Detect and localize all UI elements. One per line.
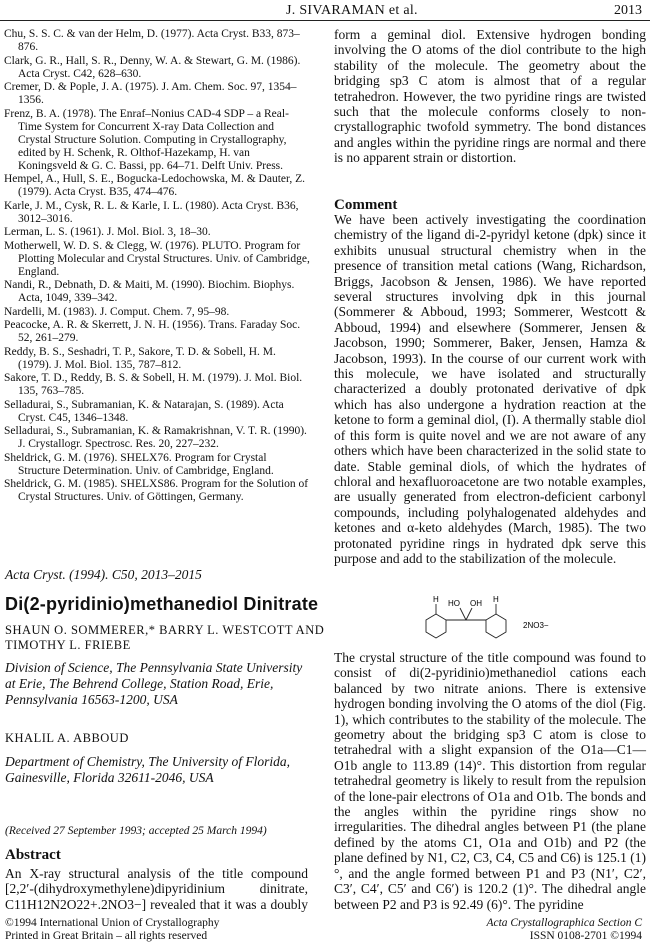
label-ho: HO bbox=[448, 599, 460, 608]
journal-reference: Acta Cryst. (1994). C50, 2013–2015 bbox=[5, 567, 202, 582]
comment-text: We have been actively investigating the coordination chemistry of the ligand di-2-pyridyl ketone (dpk) since it exhibits unusual structural chemistry when in the presence of transition metal cations (Wang, Richardson, Briggs, Jacobson & Jensen, 1986). We have reported several structures involving dpk in this journal (Sommerer & Abboud, 1993; Sommerer, Westcott & Abboud, 1994) and elsewhere (Sommerer, Jensen & Jacobson, 1990; Sommerer, Baker, Jensen, Hamza & Jacobson, 1993). In the course of our current work with this molecule, we have isolated and structurally characterized a doubly protonated derivative of dpk which has also undergone a hydration reaction at the ketone to form a geminal diol, (I). A thermally stable diol of this form is quite novel and we are not aware of any others which have been characterized in the solid state to date. Stable geminal diols, of which the hydrates of chloral and hexafluoroacetone are two notable examples, are usually generated from electron-deficient carbonyl compounds, including polyhalogenated aldehydes and ketones and α-keto aldehydes (March, 1985). The two protonated pyridine rings in hydrated dpk serve this purpose and add to the stabilization of the molecule. bbox=[334, 212, 646, 566]
abstract-continued: form a geminal diol. Extensive hydrogen bonding involving the O atoms of the diol contribute to the high stability of the molecule. The geometry about the bridging sp3 C atom is almost that of a regular tetrahedron. However, the two pyridine rings are twisted such that the molecule conforms closely to non-crystallographic twofold symmetry. The bond distances and angles within the pyridine rings are normal and there is no apparent strain or distortion. bbox=[334, 27, 646, 166]
reference-item: Hempel, A., Hull, S. E., Bogucka-Ledochowska, M. & Dauter, Z. (1979). Acta Cryst. B35, 474–476. bbox=[4, 173, 306, 198]
article-title: Di(2-pyridinio)methanediol Dinitrate bbox=[5, 594, 319, 614]
chemical-structure-diagram bbox=[418, 590, 578, 650]
header-rule bbox=[0, 20, 650, 21]
reference-item: Selladurai, S., Subramanian, K. & Ramakrishnan, V. T. R. (1990). J. Crystallogr. Spectrosc. Res. 20, 227–232. bbox=[4, 425, 307, 450]
reference-item: Peacocke, A. R. & Skerrett, J. N. H. (1956). Trans. Faraday Soc. 52, 261–279. bbox=[4, 319, 301, 344]
pyridine-ring-right bbox=[486, 614, 506, 638]
authors-line-2: TIMOTHY L. FRIEBE bbox=[5, 638, 131, 652]
reference-item: Cremer, D. & Pople, J. A. (1975). J. Am. Chem. Soc. 97, 1354–1356. bbox=[4, 81, 297, 106]
printed-line: Printed in Great Britain – all rights reserved bbox=[5, 930, 208, 942]
footer-right bbox=[486, 917, 642, 943]
reference-item: Sakore, T. D., Reddy, B. S. & Sobell, H. M. (1979). J. Mol. Biol. 135, 763–785. bbox=[4, 372, 303, 397]
results-text: The crystal structure of the title compound was found to consist of di(2-pyridinio)methanediol cations each balanced by two nitrate anions. There is extensive hydrogen bonding involving the O atoms of the diol (Fig. 1), which contributes to the stability of the molecule. The geometry about the bridging sp3 C atom is close to tetrahedral with a slight expansion of the O1a—C1—O1b angle to 113.89 (14)°. This distortion from regular tetrahedral geometry is likely to result from the repulsion of the lone-pair electrons of O1a and O1b. The bonds and the angles within the pyridine rings show no irregularities. The dihedral angles between P1 (the plane defined by the atoms C1, O1a and O1b) and P2 (the plane defined by N1, C2, C3, C4, C5 and C6) is 125.1 (1)°, and the angle formed between P1 and P3 (N1′, C2′, C3′, C4′, C5′ and C6′) is 120.2 (1)°. The dihedral angle between P2 and P3 is 92.49 (6)°. The pyridine bbox=[334, 650, 646, 912]
received-dates: (Received 27 September 1993; accepted 25 March 1994) bbox=[5, 825, 267, 837]
affiliation-2: Department of Chemistry, The University of Florida, Gainesville, Florida 32611-2046, USA bbox=[5, 754, 290, 785]
running-header bbox=[0, 0, 650, 20]
bond-oh-left bbox=[460, 608, 466, 620]
label-h-right: H bbox=[493, 595, 499, 604]
abstract-text: An X-ray structural analysis of the title compound [2,2′-(dihydroxymethylene)dipyridinium dinitrate, C11H12N2O22+.2NO3−] revealed that it was a doubly bbox=[5, 866, 308, 912]
label-oh: OH bbox=[470, 599, 482, 608]
label-h-left: H bbox=[433, 595, 439, 604]
affiliation-1: Division of Science, The Pennsylvania State University at Erie, The Behrend College, Station Road, Erie, Pennsylvania 16563-1200, USA bbox=[5, 660, 303, 707]
issn-line: ISSN 0108-2701 ©1994 bbox=[529, 930, 642, 942]
comment-heading: Comment bbox=[334, 197, 398, 213]
copyright-line: ©1994 International Union of Crystallography bbox=[5, 917, 220, 929]
journal-section: Acta Crystallographica Section C bbox=[486, 917, 642, 929]
header-authors: J. SIVARAMAN et al. bbox=[286, 3, 418, 18]
pyridine-ring-left bbox=[426, 614, 446, 638]
reference-item: Lerman, L. S. (1961). J. Mol. Biol. 3, 18–30. bbox=[4, 226, 211, 238]
bond-oh-right bbox=[466, 608, 472, 620]
reference-item: Frenz, B. A. (1978). The Enraf–Nonius CAD-4 SDP – a Real-Time System for Concurrent X-ray Data Collection and Crystal Structure Solution. Computing in Crystallography, edited by H. Schenk, R. Olthof-Hazekamp, H. van Koningsveld & G. C. Bassi, pp. 64–71. Delft Univ. Press. bbox=[4, 107, 289, 172]
reference-item: Clark, G. R., Hall, S. R., Denny, W. A. & Stewart, G. M. (1986). Acta Cryst. C42, 628–630. bbox=[4, 54, 301, 80]
author-3: KHALIL A. ABBOUD bbox=[5, 731, 129, 745]
authors-line-1: SHAUN O. SOMMERER,* BARRY L. WESTCOTT AND bbox=[5, 623, 325, 637]
reference-list bbox=[4, 28, 310, 505]
reference-item: Sheldrick, G. M. (1985). SHELXS86. Program for the Solution of Crystal Structures. Univ. of Göttingen, Germany. bbox=[4, 478, 309, 503]
abstract-heading: Abstract bbox=[5, 847, 61, 863]
reference-item: Motherwell, W. D. S. & Clegg, W. (1976). PLUTO. Program for Plotting Molecular and Crystal Structures. Univ. of Cambridge, England. bbox=[4, 239, 310, 278]
footer-left bbox=[5, 917, 219, 943]
reference-item: Nardelli, M. (1983). J. Comput. Chem. 7, 95–98. bbox=[4, 305, 230, 318]
page-number: 2013 bbox=[614, 3, 642, 18]
reference-item: Selladurai, S., Subramanian, K. & Natarajan, S. (1989). Acta Cryst. C45, 1346–1348. bbox=[4, 398, 284, 424]
reference-item: Chu, S. S. C. & van der Helm, D. (1977). Acta Cryst. B33, 873–876. bbox=[4, 28, 300, 53]
label-nitrate: 2NO3− bbox=[523, 621, 549, 630]
reference-item: Sheldrick, G. M. (1976). SHELX76. Program for Crystal Structure Determination. Univ. of Cambridge, England. bbox=[4, 451, 274, 477]
reference-item: Karle, J. M., Cysk, R. L. & Karle, I. L. (1980). Acta Cryst. B36, 3012–3016. bbox=[4, 199, 299, 225]
reference-item: Reddy, B. S., Seshadri, T. P., Sakore, T. D. & Sobell, H. M. (1979). J. Mol. Biol. 135, 787–812. bbox=[4, 345, 276, 371]
reference-item: Nandi, R., Debnath, D. & Maiti, M. (1990). Biochim. Biophys. Acta, 1049, 339–342. bbox=[4, 279, 295, 304]
